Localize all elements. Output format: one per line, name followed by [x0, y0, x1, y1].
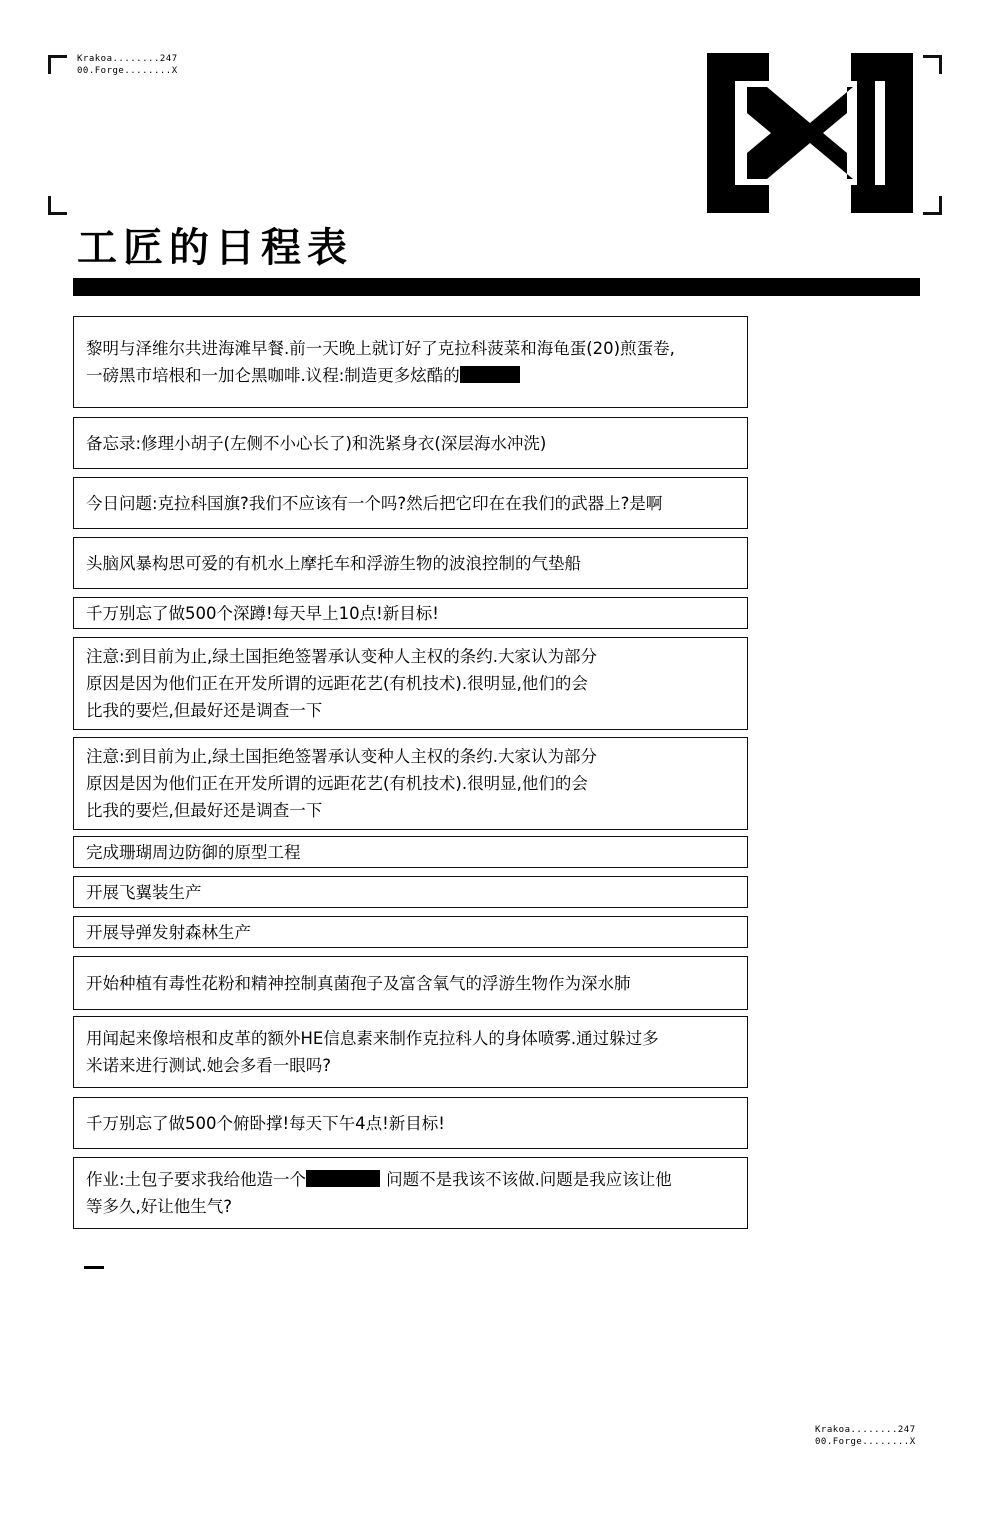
entry-line: 比我的要烂,但最好还是调查一下: [86, 801, 323, 820]
frame-corner-top-right: [923, 55, 942, 74]
entry-line: [86, 1166, 735, 1193]
entry-line: 原因是因为他们正在开发所谓的远距花艺(有机技术).很明显,他们的会: [86, 674, 588, 693]
schedule-entry: [73, 836, 748, 868]
entry-line: 开展飞翼装生产: [86, 882, 202, 902]
meta-line-1: Krakoa........247: [77, 54, 178, 64]
frame-corner-bottom-right: [923, 196, 942, 215]
schedule-entry: [73, 876, 748, 908]
entry-line: 比我的要烂,但最好还是调查一下: [86, 701, 323, 720]
footer-meta: [815, 1424, 916, 1448]
schedule-entry: [73, 916, 748, 948]
schedule-entry: [73, 737, 748, 830]
schedule-entry: [73, 417, 748, 469]
entry-line: 等多久,好让他生气?: [86, 1197, 233, 1216]
entry-line: 黎明与泽维尔共进海滩早餐.前一天晚上就订好了克拉科菠菜和海龟蛋(20)煎蛋卷,: [86, 339, 675, 358]
schedule-entry: [73, 1157, 748, 1229]
meta-line-2: 00.Forge........X: [815, 1437, 916, 1447]
schedule-entry: [73, 316, 748, 408]
redaction-bar: [460, 366, 520, 383]
entry-line-text: 作业:土包子要求我给他造一个: [86, 1170, 307, 1189]
redaction-bar: [306, 1170, 380, 1187]
meta-line-2: 00.Forge........X: [77, 66, 178, 76]
schedule-entry: [73, 637, 748, 730]
entry-line: 开始种植有毒性花粉和精神控制真菌孢子及富含氧气的浮游生物作为深水肺: [86, 973, 631, 993]
title-rule: [73, 278, 920, 296]
meta-line-1: Krakoa........247: [815, 1425, 916, 1435]
schedule-entry: [73, 537, 748, 589]
entry-line: 注意:到目前为止,绿土国拒绝签署承认变种人主权的条约.大家认为部分: [86, 747, 598, 766]
x-men-logo-icon: [707, 53, 913, 213]
end-dash: [84, 1266, 104, 1269]
header-meta: [77, 53, 178, 77]
entry-line: 米诺来进行测试.她会多看一眼吗?: [86, 1056, 332, 1075]
entry-line: 用闻起来像培根和皮革的额外HE信息素来制作克拉科人的身体喷雾.通过躲过多: [86, 1029, 659, 1048]
schedule-entry: [73, 956, 748, 1010]
entry-line: 完成珊瑚周边防御的原型工程: [86, 842, 301, 862]
entry-line-text: 问题不是我该不该做.问题是我应该让他: [386, 1170, 672, 1189]
entry-line: [86, 362, 735, 389]
page-title: 工匠的日程表: [77, 225, 353, 271]
entry-line: 千万别忘了做500个深蹲!每天早上10点!新目标!: [86, 603, 439, 623]
entry-line: 今日问题:克拉科国旗?我们不应该有一个吗?然后把它印在在我们的武器上?是啊: [86, 493, 663, 513]
schedule-entry: [73, 1097, 748, 1149]
schedule-entry: [73, 1016, 748, 1088]
frame-corner-top-left: [48, 55, 67, 74]
schedule-entry: [73, 477, 748, 529]
entry-line: 开展导弹发射森林生产: [86, 922, 251, 942]
entry-line-text: 一磅黑市培根和一加仑黑咖啡.议程:制造更多炫酷的: [86, 366, 460, 385]
frame-corner-bottom-left: [48, 196, 67, 215]
entry-line: 备忘录:修理小胡子(左侧不小心长了)和洗紧身衣(深层海水冲洗): [86, 433, 547, 453]
schedule-entry: [73, 597, 748, 629]
entry-line: 千万别忘了做500个俯卧撑!每天下午4点!新目标!: [86, 1113, 445, 1133]
entry-line: 原因是因为他们正在开发所谓的远距花艺(有机技术).很明显,他们的会: [86, 774, 588, 793]
entry-line: 注意:到目前为止,绿土国拒绝签署承认变种人主权的条约.大家认为部分: [86, 647, 598, 666]
entry-line: 头脑风暴构思可爱的有机水上摩托车和浮游生物的波浪控制的气垫船: [86, 553, 581, 573]
